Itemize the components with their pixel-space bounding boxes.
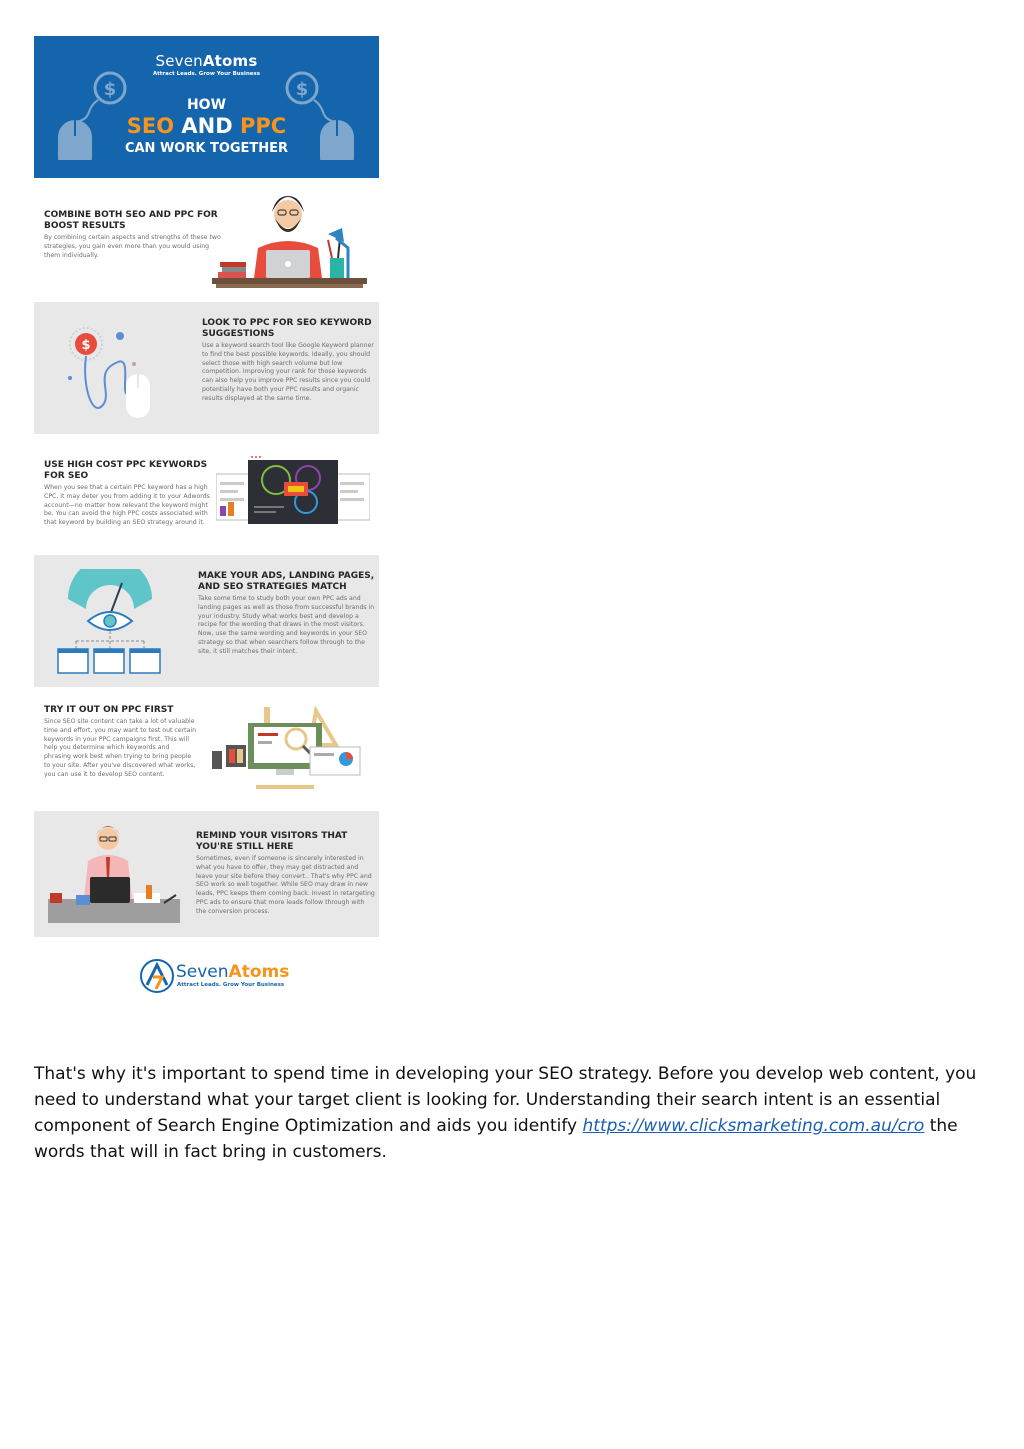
section-text (44, 210, 222, 260)
man-at-laptop-illustration (212, 188, 367, 298)
paragraph-text-before: That's why it's important to spend time in developing your SEO strategy. Before you develop web content, you need to understand what your target client is looking for. Understanding their search intent is an essential component of Search Engine Optimization and aids you identify (34, 1064, 977, 1136)
footer-brand-bold: Atoms (228, 962, 290, 982)
section-heading: COMBINE BOTH SEO AND PPC FOR BOOST RESULTS (44, 210, 218, 231)
footer-brand (176, 962, 289, 982)
banner-brand (34, 52, 379, 70)
sevenatoms-logo-icon (138, 957, 176, 995)
brand-bold: Atoms (202, 52, 258, 70)
section-body: By combining certain aspects and strengths of these two strategies, you gain even more than you would using them individually. (44, 234, 221, 259)
section-body: When you see that a certain PPC keyword has a high CPC, it may deter you from adding it to your Adwords account—no matter how relevant the keyword might be. You can avoid the high PPC costs associated with that keyword by building an SEO strategy around it. (44, 484, 210, 527)
banner-seo: SEO (126, 114, 175, 138)
eye-gauge-illustration (52, 569, 172, 679)
svg-text:$: $ (295, 79, 309, 100)
section-heading: LOOK TO PPC FOR SEO KEYWORD SUGGESTIONS (202, 318, 372, 339)
banner-subtitle: CAN WORK TOGETHER (124, 141, 289, 156)
section-text (44, 705, 196, 780)
section-match-strategies (34, 555, 379, 687)
footer-tagline: Attract Leads. Grow Your Business (177, 982, 285, 988)
banner-tagline: Attract Leads. Grow Your Business (152, 71, 261, 77)
banner-and: AND (181, 114, 233, 138)
section-combine (34, 178, 379, 302)
section-body: Use a keyword search tool like Google Keyword planner to find the best possible keywords. Ideally, you should select those with high search volume but low competition. Improving your rank for those keywords can also help you improve PPC results since you could potentially have both your PPC results and organic results displayed at the same time. (202, 342, 374, 402)
man-at-desk-illustration (46, 821, 186, 931)
section-text (202, 318, 374, 404)
infographic-banner (34, 36, 379, 178)
section-text (44, 460, 216, 528)
svg-text:$: $ (103, 79, 117, 100)
section-heading: TRY IT OUT ON PPC FIRST (44, 705, 174, 715)
section-body: Since SEO site content can take a lot of valuable time and effort, you may want to test out certain keywords in your PPC campaigns first. This will help you determine which keywords and phrasing work best when trying to bring people to your site. After you've discovered what works, you can use it to develop SEO content. (44, 718, 197, 778)
infographic (34, 36, 379, 1005)
section-remind-visitors (34, 811, 379, 937)
section-text (196, 831, 376, 917)
brand-light: Seven (155, 52, 203, 70)
section-heading: USE HIGH COST PPC KEYWORDS FOR SEO (44, 460, 208, 481)
banner-ppc: PPC (240, 114, 287, 138)
paragraph-text-after: the words that will in fact bring in customers. (34, 1116, 958, 1162)
mouse-dollar-illustration (62, 316, 182, 426)
section-text (198, 571, 376, 657)
dashboard-screens-illustration (216, 456, 370, 528)
banner-how: HOW (186, 97, 227, 113)
svg-text:$: $ (81, 338, 91, 353)
section-heading: REMIND YOUR VISITORS THAT YOU'RE STILL HERE (196, 831, 348, 852)
monitor-magnifier-illustration (210, 705, 366, 797)
cro-link[interactable]: https://www.clicksmarketing.com.au/cro (582, 1116, 925, 1136)
body-paragraph (34, 1061, 994, 1165)
section-try-ppc-first (34, 687, 379, 811)
section-heading: MAKE YOUR ADS, LANDING PAGES, AND SEO STRATEGIES MATCH (198, 571, 375, 592)
section-body: Take some time to study both your own PPC ads and landing pages as well as those from successful brands in your industry. Study what works best and develop a recipe for the wording that draws in the most visitors. Now, use the same wording and keywords in your SEO strategy so that when searchers follow through to the site, it still matches their intent. (198, 595, 375, 655)
section-body: Sometimes, even if someone is sincerely interested in what you have to offer, they may get distracted and leave your site before they convert.. That's why PPC and SEO work so well together. While SEO may draw in new leads, PPC keeps them coming back. Invest in retargeting PPC ads to ensure that more leads follow through with the conversion process. (196, 855, 375, 915)
section-keyword-suggestions (34, 302, 379, 434)
banner-seo-and-ppc (34, 114, 379, 138)
footer-brand-light: Seven (176, 962, 229, 982)
section-high-cost-keywords (34, 434, 379, 555)
footer-logo (34, 937, 379, 1005)
